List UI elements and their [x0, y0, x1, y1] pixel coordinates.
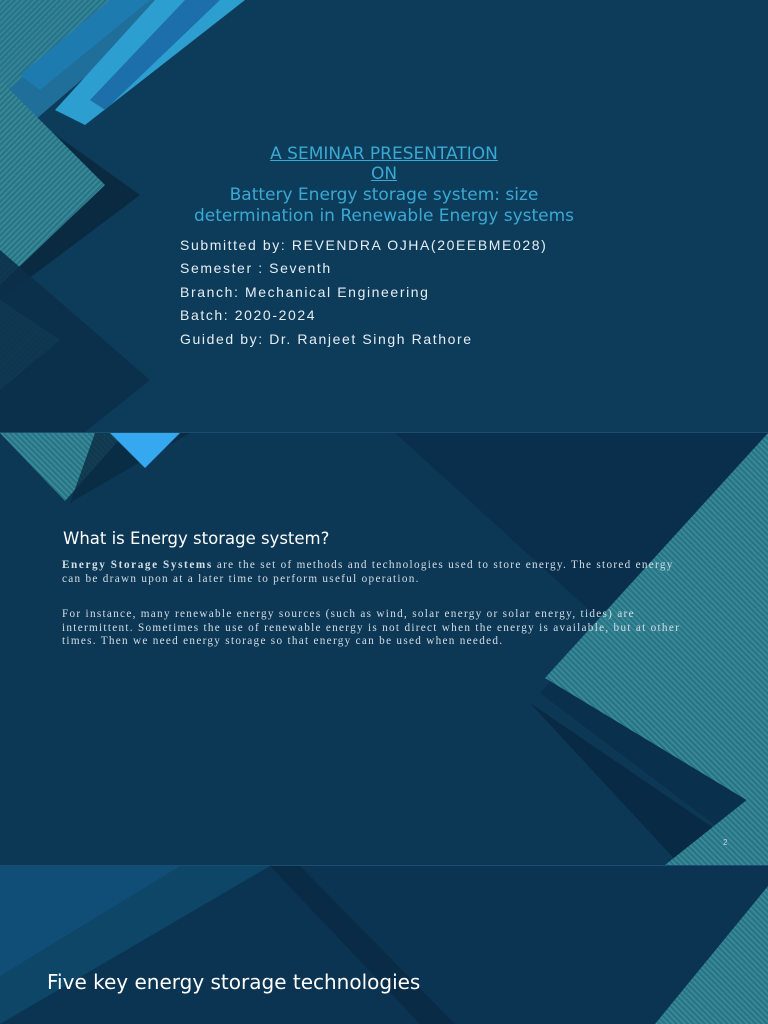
- guided-by: Guided by: Dr. Ranjeet Singh Rathore: [180, 331, 473, 347]
- definition-text: are the set of methods and technologies used to store energy. The stored energy can be drawn upon at a later time to perform useful operation.: [62, 559, 674, 585]
- slide-3-decoration: [0, 866, 768, 1024]
- presentation-title-line2: determination in Renewable Energy systems: [193, 206, 575, 226]
- presentation-title-line1: Battery Energy storage system: size: [229, 185, 539, 205]
- submitted-by: Submitted by: REVENDRA OJHA(20EEBME028): [180, 237, 548, 253]
- slide-2-decoration: [0, 433, 768, 865]
- definition-term: Energy Storage Systems: [62, 559, 213, 571]
- example-paragraph: For instance, many renewable energy sources (such as wind, solar energy or solar energy, tides) are intermittent. Sometimes the use of renewable energy is not direct when the energy is available, but at other times. Then we need energy storage so that energy can be used when needed.: [62, 608, 681, 648]
- slide-3-title: Five key energy storage technologies: [47, 970, 421, 994]
- seminar-heading: A SEMINAR PRESENTATION: [270, 144, 498, 164]
- slide-2: [0, 433, 768, 865]
- slide-2-title: What is Energy storage system?: [63, 529, 330, 548]
- batch: Batch: 2020-2024: [180, 307, 317, 323]
- slide-3: [0, 866, 768, 1024]
- semester: Semester : Seventh: [180, 260, 332, 276]
- branch: Branch: Mechanical Engineering: [180, 284, 430, 300]
- slide-1: [0, 0, 768, 432]
- definition-paragraph: [62, 559, 682, 586]
- page-number: 2: [723, 838, 728, 847]
- on-heading: ON: [370, 164, 398, 184]
